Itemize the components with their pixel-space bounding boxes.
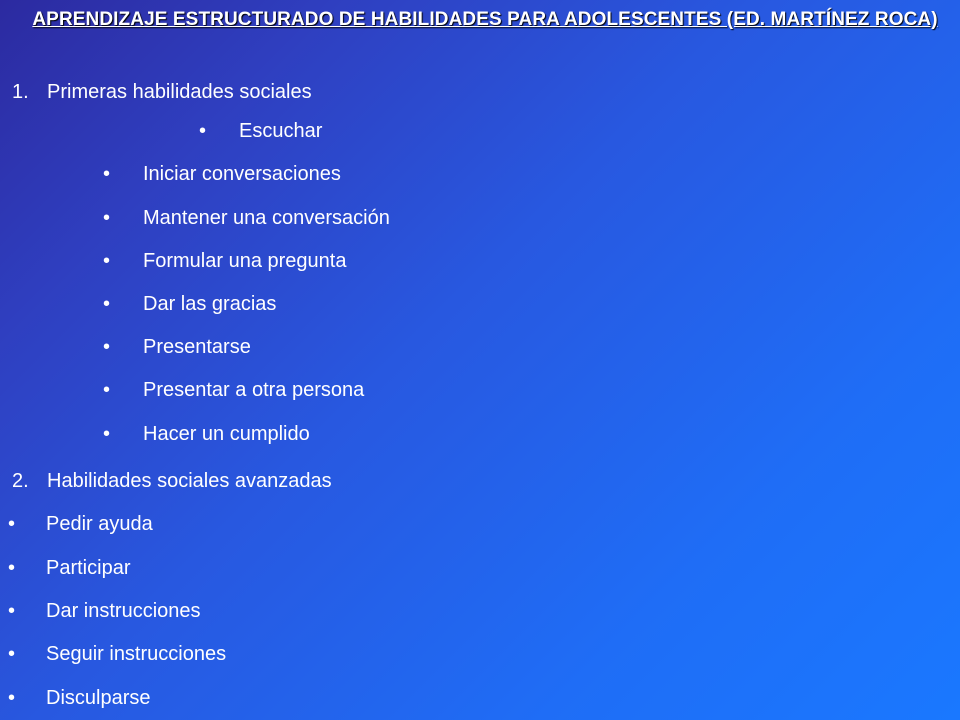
section-number: 1.	[12, 81, 29, 103]
section-heading-text: Habilidades sociales avanzadas	[47, 470, 332, 492]
list-item-text: Iniciar conversaciones	[143, 163, 341, 185]
bullet-icon: •	[103, 250, 111, 272]
slide-title: APRENDIZAJE ESTRUCTURADO DE HABILIDADES PARA ADOLESCENTES (ED. MARTÍNEZ ROCA)	[32, 9, 938, 30]
list-item-text: Dar instrucciones	[46, 600, 201, 622]
list-item-text: Dar las gracias	[143, 293, 277, 315]
list-item-text: Participar	[46, 557, 131, 579]
bullet-icon: •	[103, 163, 111, 185]
list-item-text: Presentar a otra persona	[143, 379, 365, 401]
list-item-text: Escuchar	[239, 120, 323, 142]
list-item-text: Seguir instrucciones	[46, 643, 227, 665]
list-item-text: Hacer un cumplido	[143, 423, 310, 445]
bullet-icon: •	[103, 207, 111, 229]
list-item-text: Disculparse	[46, 687, 151, 709]
bullet-icon: •	[199, 120, 207, 142]
bullet-icon: •	[8, 687, 16, 709]
bullet-icon: •	[8, 513, 16, 535]
bullet-icon: •	[103, 293, 111, 315]
bullet-icon: •	[103, 336, 111, 358]
list-item-text: Mantener una conversación	[143, 207, 390, 229]
section-heading-text: Primeras habilidades sociales	[47, 81, 312, 103]
bullet-icon: •	[103, 423, 111, 445]
bullet-icon: •	[8, 643, 16, 665]
list-item-text: Pedir ayuda	[46, 513, 153, 535]
bullet-icon: •	[8, 600, 16, 622]
list-item-text: Presentarse	[143, 336, 251, 358]
bullet-icon: •	[103, 379, 111, 401]
section-number: 2.	[12, 470, 29, 492]
bullet-icon: •	[8, 557, 16, 579]
list-item-text: Formular una pregunta	[143, 250, 347, 272]
